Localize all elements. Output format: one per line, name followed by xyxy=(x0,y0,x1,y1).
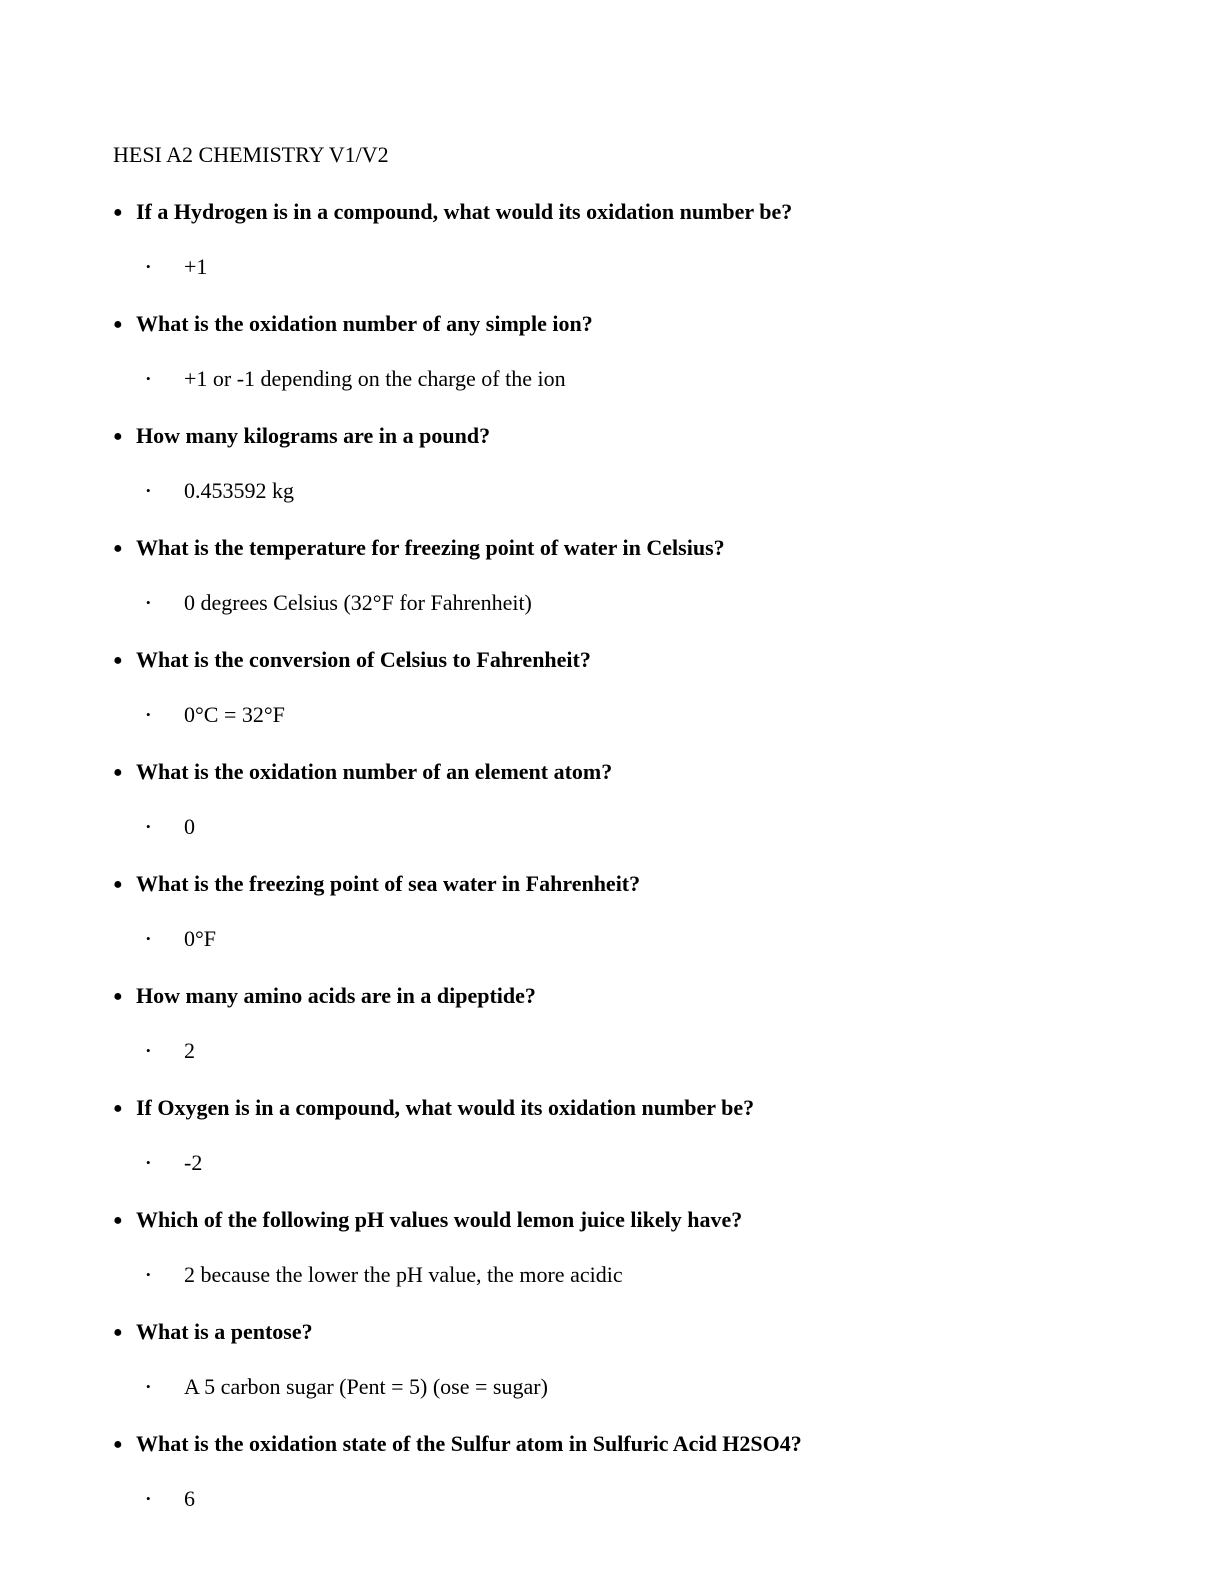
bullet-icon: ● xyxy=(113,1212,123,1229)
bullet-icon: • xyxy=(146,1379,151,1394)
question xyxy=(113,308,593,340)
bullet-icon: ● xyxy=(113,988,123,1005)
bullet-icon: • xyxy=(146,259,151,274)
answer-text: 0.453592 kg xyxy=(184,478,294,503)
question xyxy=(113,532,725,564)
bullet-icon: • xyxy=(146,707,151,722)
question-text: How many kilograms are in a pound? xyxy=(136,423,491,448)
question-text: What is the oxidation number of an element atom? xyxy=(136,759,613,784)
answer-text: 0 degrees Celsius (32°F for Fahrenheit) xyxy=(184,590,532,615)
question-text: What is the oxidation state of the Sulfur atom in Sulfuric Acid H2SO4? xyxy=(136,1431,802,1456)
question-text: What is the freezing point of sea water in Fahrenheit? xyxy=(136,871,641,896)
qa-item xyxy=(0,1204,1224,1316)
answer xyxy=(146,1371,548,1403)
bullet-icon: • xyxy=(146,483,151,498)
question xyxy=(113,980,536,1012)
bullet-icon: ● xyxy=(113,428,123,445)
qa-item xyxy=(0,196,1224,308)
bullet-icon: ● xyxy=(113,316,123,333)
bullet-icon: ● xyxy=(113,1436,123,1453)
question-text: If Oxygen is in a compound, what would its oxidation number be? xyxy=(136,1095,755,1120)
bullet-icon: ● xyxy=(113,1100,123,1117)
bullet-icon: • xyxy=(146,371,151,386)
question-text: Which of the following pH values would lemon juice likely have? xyxy=(136,1207,743,1232)
answer xyxy=(146,1035,195,1067)
question-text: If a Hydrogen is in a compound, what would its oxidation number be? xyxy=(136,199,793,224)
question-text: How many amino acids are in a dipeptide? xyxy=(136,983,536,1008)
question xyxy=(113,644,591,676)
answer xyxy=(146,587,532,619)
bullet-icon: • xyxy=(146,819,151,834)
question xyxy=(113,1204,742,1236)
answer xyxy=(146,699,285,731)
document-title: HESI A2 CHEMISTRY V1/V2 xyxy=(113,142,389,167)
qa-list xyxy=(0,196,1224,1540)
question xyxy=(113,756,612,788)
question xyxy=(113,196,792,228)
bullet-icon: ● xyxy=(113,652,123,669)
answer xyxy=(146,251,207,283)
answer xyxy=(146,811,195,843)
question xyxy=(113,420,490,452)
question xyxy=(113,1092,754,1124)
answer xyxy=(146,1483,195,1515)
bullet-icon: • xyxy=(146,1491,151,1506)
question-text: What is the conversion of Celsius to Fahrenheit? xyxy=(136,647,591,672)
answer-text: +1 xyxy=(184,254,208,279)
qa-item xyxy=(0,1092,1224,1204)
bullet-icon: ● xyxy=(113,540,123,557)
answer-text: 6 xyxy=(184,1486,195,1511)
question xyxy=(113,1316,313,1348)
answer-text: +1 or -1 depending on the charge of the ion xyxy=(184,366,566,391)
bullet-icon: ● xyxy=(113,1324,123,1341)
answer-text: 0°C = 32°F xyxy=(184,702,285,727)
qa-item xyxy=(0,420,1224,532)
answer xyxy=(146,923,216,955)
qa-item xyxy=(0,644,1224,756)
answer xyxy=(146,363,566,395)
answer xyxy=(146,475,294,507)
qa-item xyxy=(0,1316,1224,1428)
answer xyxy=(146,1147,202,1179)
qa-item xyxy=(0,1428,1224,1540)
question xyxy=(113,868,640,900)
answer xyxy=(146,1259,623,1291)
question-text: What is the oxidation number of any simple ion? xyxy=(136,311,593,336)
answer-text: 2 because the lower the pH value, the more acidic xyxy=(184,1262,623,1287)
qa-item xyxy=(0,308,1224,420)
answer-text: 0°F xyxy=(184,926,217,951)
bullet-icon: • xyxy=(146,1267,151,1282)
question-text: What is a pentose? xyxy=(136,1319,313,1344)
qa-item xyxy=(0,756,1224,868)
bullet-icon: • xyxy=(146,1043,151,1058)
bullet-icon: • xyxy=(146,931,151,946)
bullet-icon: • xyxy=(146,1155,151,1170)
answer-text: A 5 carbon sugar (Pent = 5) (ose = sugar) xyxy=(184,1374,548,1399)
bullet-icon: ● xyxy=(113,764,123,781)
qa-item xyxy=(0,980,1224,1092)
qa-item xyxy=(0,868,1224,980)
question xyxy=(113,1428,802,1460)
answer-text: 0 xyxy=(184,814,195,839)
answer-text: 2 xyxy=(184,1038,195,1063)
bullet-icon: ● xyxy=(113,876,123,893)
bullet-icon: ● xyxy=(113,204,123,221)
question-text: What is the temperature for freezing point of water in Celsius? xyxy=(136,535,725,560)
qa-item xyxy=(0,532,1224,644)
bullet-icon: • xyxy=(146,595,151,610)
answer-text: -2 xyxy=(184,1150,203,1175)
